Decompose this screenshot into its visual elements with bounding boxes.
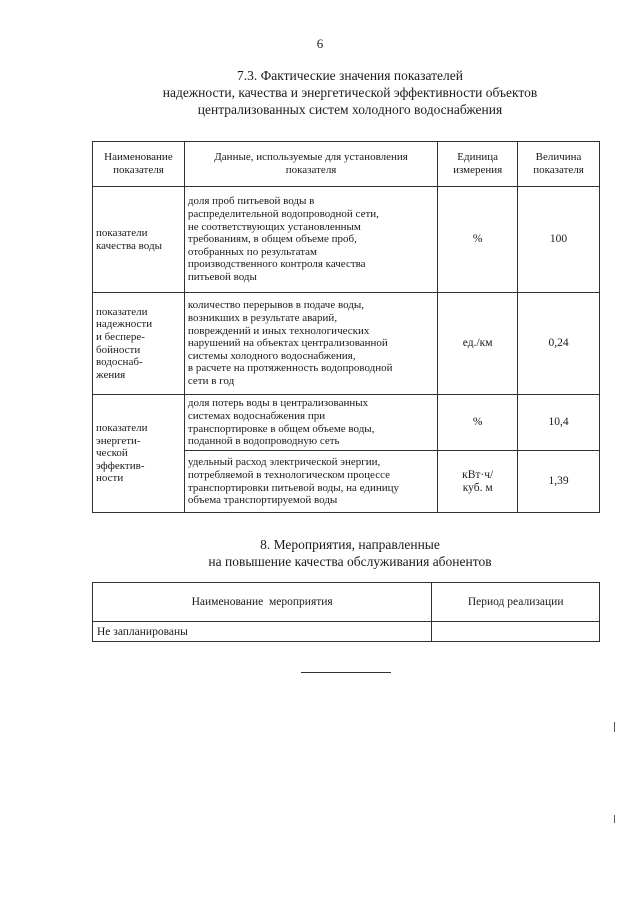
indicator-unit: ед./км <box>438 293 518 395</box>
indicator-data <box>184 293 437 395</box>
name-line: энергети- <box>96 434 141 447</box>
indicator-value: 0,24 <box>518 293 600 395</box>
table-row <box>93 187 600 293</box>
name-line: жения <box>96 368 126 381</box>
indicator-data <box>184 395 437 451</box>
unit-line: кВт·ч/ <box>462 468 494 481</box>
header-line: измерения <box>453 164 503 176</box>
header-measure-name: Наименование мероприятия <box>93 583 432 622</box>
data-line: не соответствующих установленным <box>187 220 361 233</box>
section-8-title <box>60 536 640 570</box>
indicator-value: 100 <box>518 187 600 293</box>
data-line: доля проб питьевой воды в <box>187 195 315 208</box>
data-line: транспортировке в общем объеме воды, <box>187 422 375 435</box>
title-line: надежности, качества и энергетической эффективности объектов <box>162 85 538 100</box>
data-line: отобранных по результатам <box>187 245 317 258</box>
data-line: производственного контроля качества <box>187 258 366 271</box>
name-line: показатели <box>96 305 148 318</box>
unit-line: куб. м <box>462 481 493 494</box>
data-line: доля потерь воды в централизованных <box>187 397 369 410</box>
data-line: поданной в водопроводную сеть <box>187 435 340 448</box>
header-data <box>184 142 437 187</box>
header-value <box>518 142 600 187</box>
scan-mark <box>614 815 615 823</box>
data-line: транспортировки питьевой воды, на единицу <box>187 481 400 494</box>
data-line: потребляемой в технологическом процессе <box>187 468 390 481</box>
name-line: водоснаб- <box>96 356 143 369</box>
name-line: бойности <box>96 343 141 356</box>
data-line: удельный расход электрической энергии, <box>187 456 381 469</box>
indicator-value: 10,4 <box>518 395 600 451</box>
data-line: нарушений на объектах централизованной <box>187 337 388 350</box>
header-line: показателя <box>533 164 584 176</box>
scan-mark <box>614 722 615 732</box>
data-line: в расчете на протяженность водопроводной <box>187 362 393 375</box>
header-line: показателя <box>113 164 164 176</box>
name-line: ности <box>96 472 124 485</box>
indicator-value: 1,39 <box>518 451 600 513</box>
indicator-name-energy <box>93 395 185 513</box>
header-line: Единица <box>457 151 499 163</box>
indicator-unit <box>438 451 518 513</box>
name-line: качества воды <box>96 239 162 252</box>
page-number: 6 <box>316 36 324 51</box>
table-header-row <box>93 583 600 622</box>
header-line: Данные, используемые для установления <box>214 151 408 163</box>
indicator-data <box>184 187 437 293</box>
data-line: распределительной водопроводной сети, <box>187 208 379 221</box>
name-line: надежности <box>96 318 153 331</box>
title-line: 7.3. Фактические значения показателей <box>236 68 463 83</box>
header-period: Период реализации <box>432 583 600 622</box>
indicator-unit: % <box>438 187 518 293</box>
data-line: питьевой воды <box>187 270 257 283</box>
name-line: и беспере- <box>96 330 145 343</box>
indicator-name-quality <box>93 187 185 293</box>
name-line: ческой <box>96 447 128 460</box>
measures-table <box>92 582 600 642</box>
measure-period <box>432 622 600 642</box>
indicator-data <box>184 451 437 513</box>
title-line: 8. Мероприятия, направленные <box>260 537 440 552</box>
data-line: объема транспортируемой воды <box>187 494 338 507</box>
indicator-name-reliability <box>93 293 185 395</box>
indicators-table <box>92 141 600 513</box>
section-7-3-title <box>60 67 640 118</box>
table-header-row <box>93 142 600 187</box>
name-line: показатели <box>96 226 148 239</box>
data-line: требованиям, в общем объеме проб, <box>187 233 357 246</box>
data-line: системы холодного водоснабжения, <box>187 349 356 362</box>
table-row <box>93 395 600 451</box>
table-row <box>93 293 600 395</box>
data-line: возникших в результате аварий, <box>187 312 338 325</box>
data-line: сети в год <box>187 374 235 387</box>
header-indicator-name <box>93 142 185 187</box>
title-line: централизованных систем холодного водоснабжения <box>197 102 503 117</box>
name-line: показатели <box>96 422 148 435</box>
header-line: показателя <box>285 164 337 176</box>
data-line: системах водоснабжения при <box>187 409 326 422</box>
measure-name: Не запланированы <box>93 622 432 642</box>
header-line: Величина <box>535 151 582 163</box>
end-divider <box>301 672 391 673</box>
name-line: эффектив- <box>96 459 145 472</box>
header-unit <box>438 142 518 187</box>
data-line: количество перерывов в подаче воды, <box>187 299 365 312</box>
title-line: на повышение качества обслуживания абонентов <box>208 554 492 569</box>
table-row <box>93 622 600 642</box>
data-line: повреждений и иных технологических <box>187 324 370 337</box>
indicator-unit: % <box>438 395 518 451</box>
header-line: Наименование <box>104 151 173 163</box>
